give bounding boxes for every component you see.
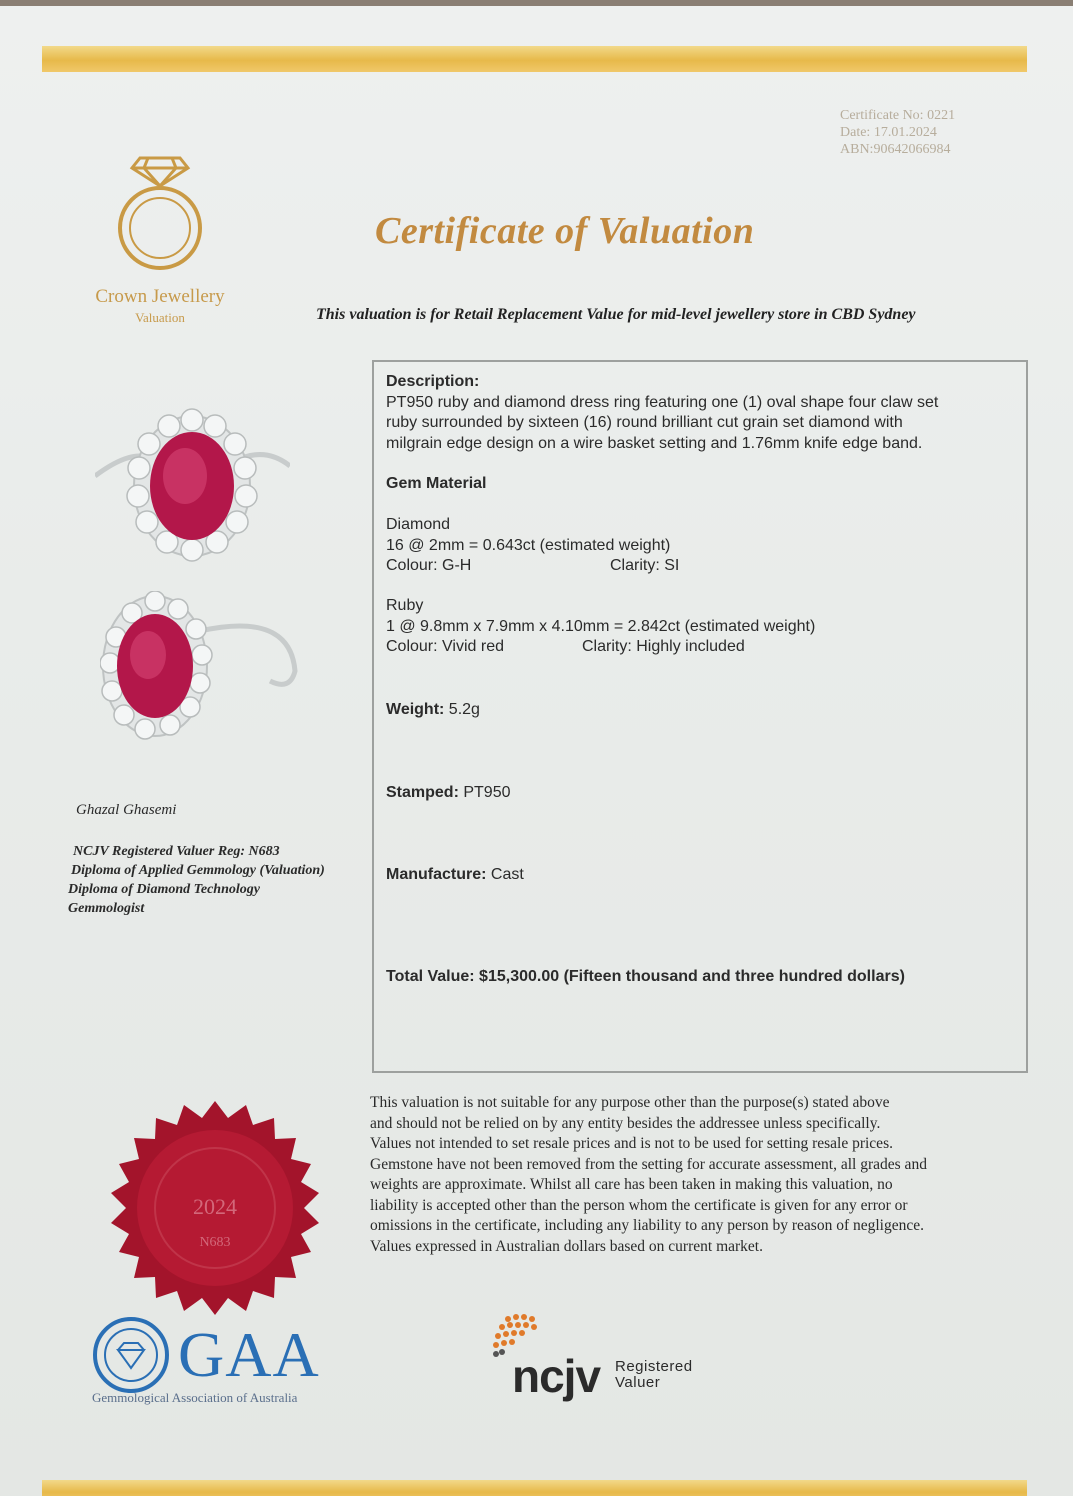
description-label: Description: <box>386 373 480 390</box>
brand-subtitle: Valuation <box>135 310 185 325</box>
gaa-emblem-icon <box>92 1316 170 1394</box>
diamond-section <box>386 515 1016 577</box>
credential-line: Diploma of Applied Gemmology (Valuation) <box>71 863 325 878</box>
disclaimer <box>370 1093 1030 1257</box>
description-line: PT950 ruby and diamond dress ring featuring one (1) oval shape four claw set <box>386 393 939 411</box>
gold-header-bar <box>42 46 1027 72</box>
brand-name: Crown Jewellery <box>95 286 225 307</box>
crown-jewellery-logo-icon <box>100 146 220 276</box>
ncjv-wordmark: ncjv <box>512 1350 601 1402</box>
certificate-subtitle: This valuation is for Retail Replacement Value for mid-level jewellery store in CBD Sydney <box>316 306 916 323</box>
weight-label: Weight: <box>386 701 445 718</box>
credential-line: Diploma of Diamond Technology <box>68 882 260 897</box>
ring-side-view-image <box>100 591 300 741</box>
gem-material-label: Gem Material <box>386 475 487 492</box>
ruby-name: Ruby <box>386 597 424 614</box>
stamped-value: PT950 <box>458 784 511 801</box>
ruby-clarity: Clarity: Highly included <box>582 638 745 655</box>
ruby-spec: 1 @ 9.8mm x 7.9mm x 4.10mm = 2.842ct (estimated weight) <box>386 617 816 635</box>
certificate-number: Certificate No: 0221 <box>840 108 956 123</box>
gold-footer-bar <box>42 1480 1027 1496</box>
disclaimer-line: weights are approximate. Whilst all care has been taken in making this valuation, no <box>370 1176 893 1193</box>
certificate-abn: ABN:90642066984 <box>840 142 951 157</box>
weight-value: 5.2g <box>444 701 480 718</box>
wax-seal-icon <box>100 1096 330 1326</box>
stamped-label: Stamped: <box>386 784 459 801</box>
seal-reg: N683 <box>199 1235 231 1250</box>
credential-line: Gemmologist <box>68 901 145 916</box>
disclaimer-line: Gemstone have not been removed from the setting for accurate assessment, all grades and <box>370 1155 927 1173</box>
ncjv-valuer: Valuer <box>615 1374 661 1391</box>
disclaimer-line: and should not be relied on by any entity besides the addressee unless specifically. <box>370 1114 881 1132</box>
valuer-name: Ghazal Ghasemi <box>76 802 177 818</box>
description-line: ruby surrounded by sixteen (16) round brilliant cut grain set diamond with <box>386 414 903 431</box>
diamond-spec: 16 @ 2mm = 0.643ct (estimated weight) <box>386 536 671 554</box>
ruby-section <box>386 596 1016 658</box>
diamond-colour: Colour: G-H <box>386 557 472 574</box>
manufacture-value: Cast <box>486 866 524 883</box>
ncjv-logo <box>488 1311 728 1401</box>
disclaimer-line: liability is accepted other than the person whom the certificate is given for any error or <box>370 1196 908 1214</box>
certificate-paper <box>0 6 1073 1496</box>
manufacture-label: Manufacture: <box>386 866 487 883</box>
weight-row <box>386 700 1016 721</box>
gaa-wordmark: GAA <box>178 1319 320 1390</box>
total-value: Total Value: $15,300.00 (Fifteen thousand and three hundred dollars) <box>386 968 905 985</box>
diamond-name: Diamond <box>386 516 451 533</box>
gaa-full-name: Gemmological Association of Australia <box>92 1390 298 1405</box>
description-section <box>386 372 1016 454</box>
manufacture-row <box>386 865 1016 886</box>
disclaimer-line: This valuation is not suitable for any purpose other than the purpose(s) stated above <box>370 1094 890 1111</box>
stamped-row <box>386 783 1016 804</box>
diamond-clarity: Clarity: SI <box>610 557 680 574</box>
disclaimer-line: Values not intended to set resale prices and is not to be used for setting resale prices. <box>370 1135 893 1152</box>
disclaimer-line: Values expressed in Australian dollars based on current market. <box>370 1237 763 1255</box>
description-line: milgrain edge design on a wire basket setting and 1.76mm knife edge band. <box>386 434 923 452</box>
valuer-credentials <box>68 842 325 918</box>
certificate-title: Certificate of Valuation <box>375 210 755 252</box>
ring-top-view-image <box>95 406 290 566</box>
ncjv-registered: Registered <box>615 1358 693 1375</box>
credential-line: NCJV Registered Valuer Reg: N683 <box>73 844 280 859</box>
certificate-meta <box>840 107 955 158</box>
ncjv-registered-valuer <box>615 1359 693 1391</box>
disclaimer-line: omissions in the certificate, including any liability to any person by reason of negligence. <box>370 1217 924 1234</box>
ruby-colour: Colour: Vivid red <box>386 638 504 655</box>
seal-year: 2024 <box>193 1194 237 1219</box>
certificate-date: Date: 17.01.2024 <box>840 125 937 140</box>
valuation-details-box <box>372 360 1028 1073</box>
